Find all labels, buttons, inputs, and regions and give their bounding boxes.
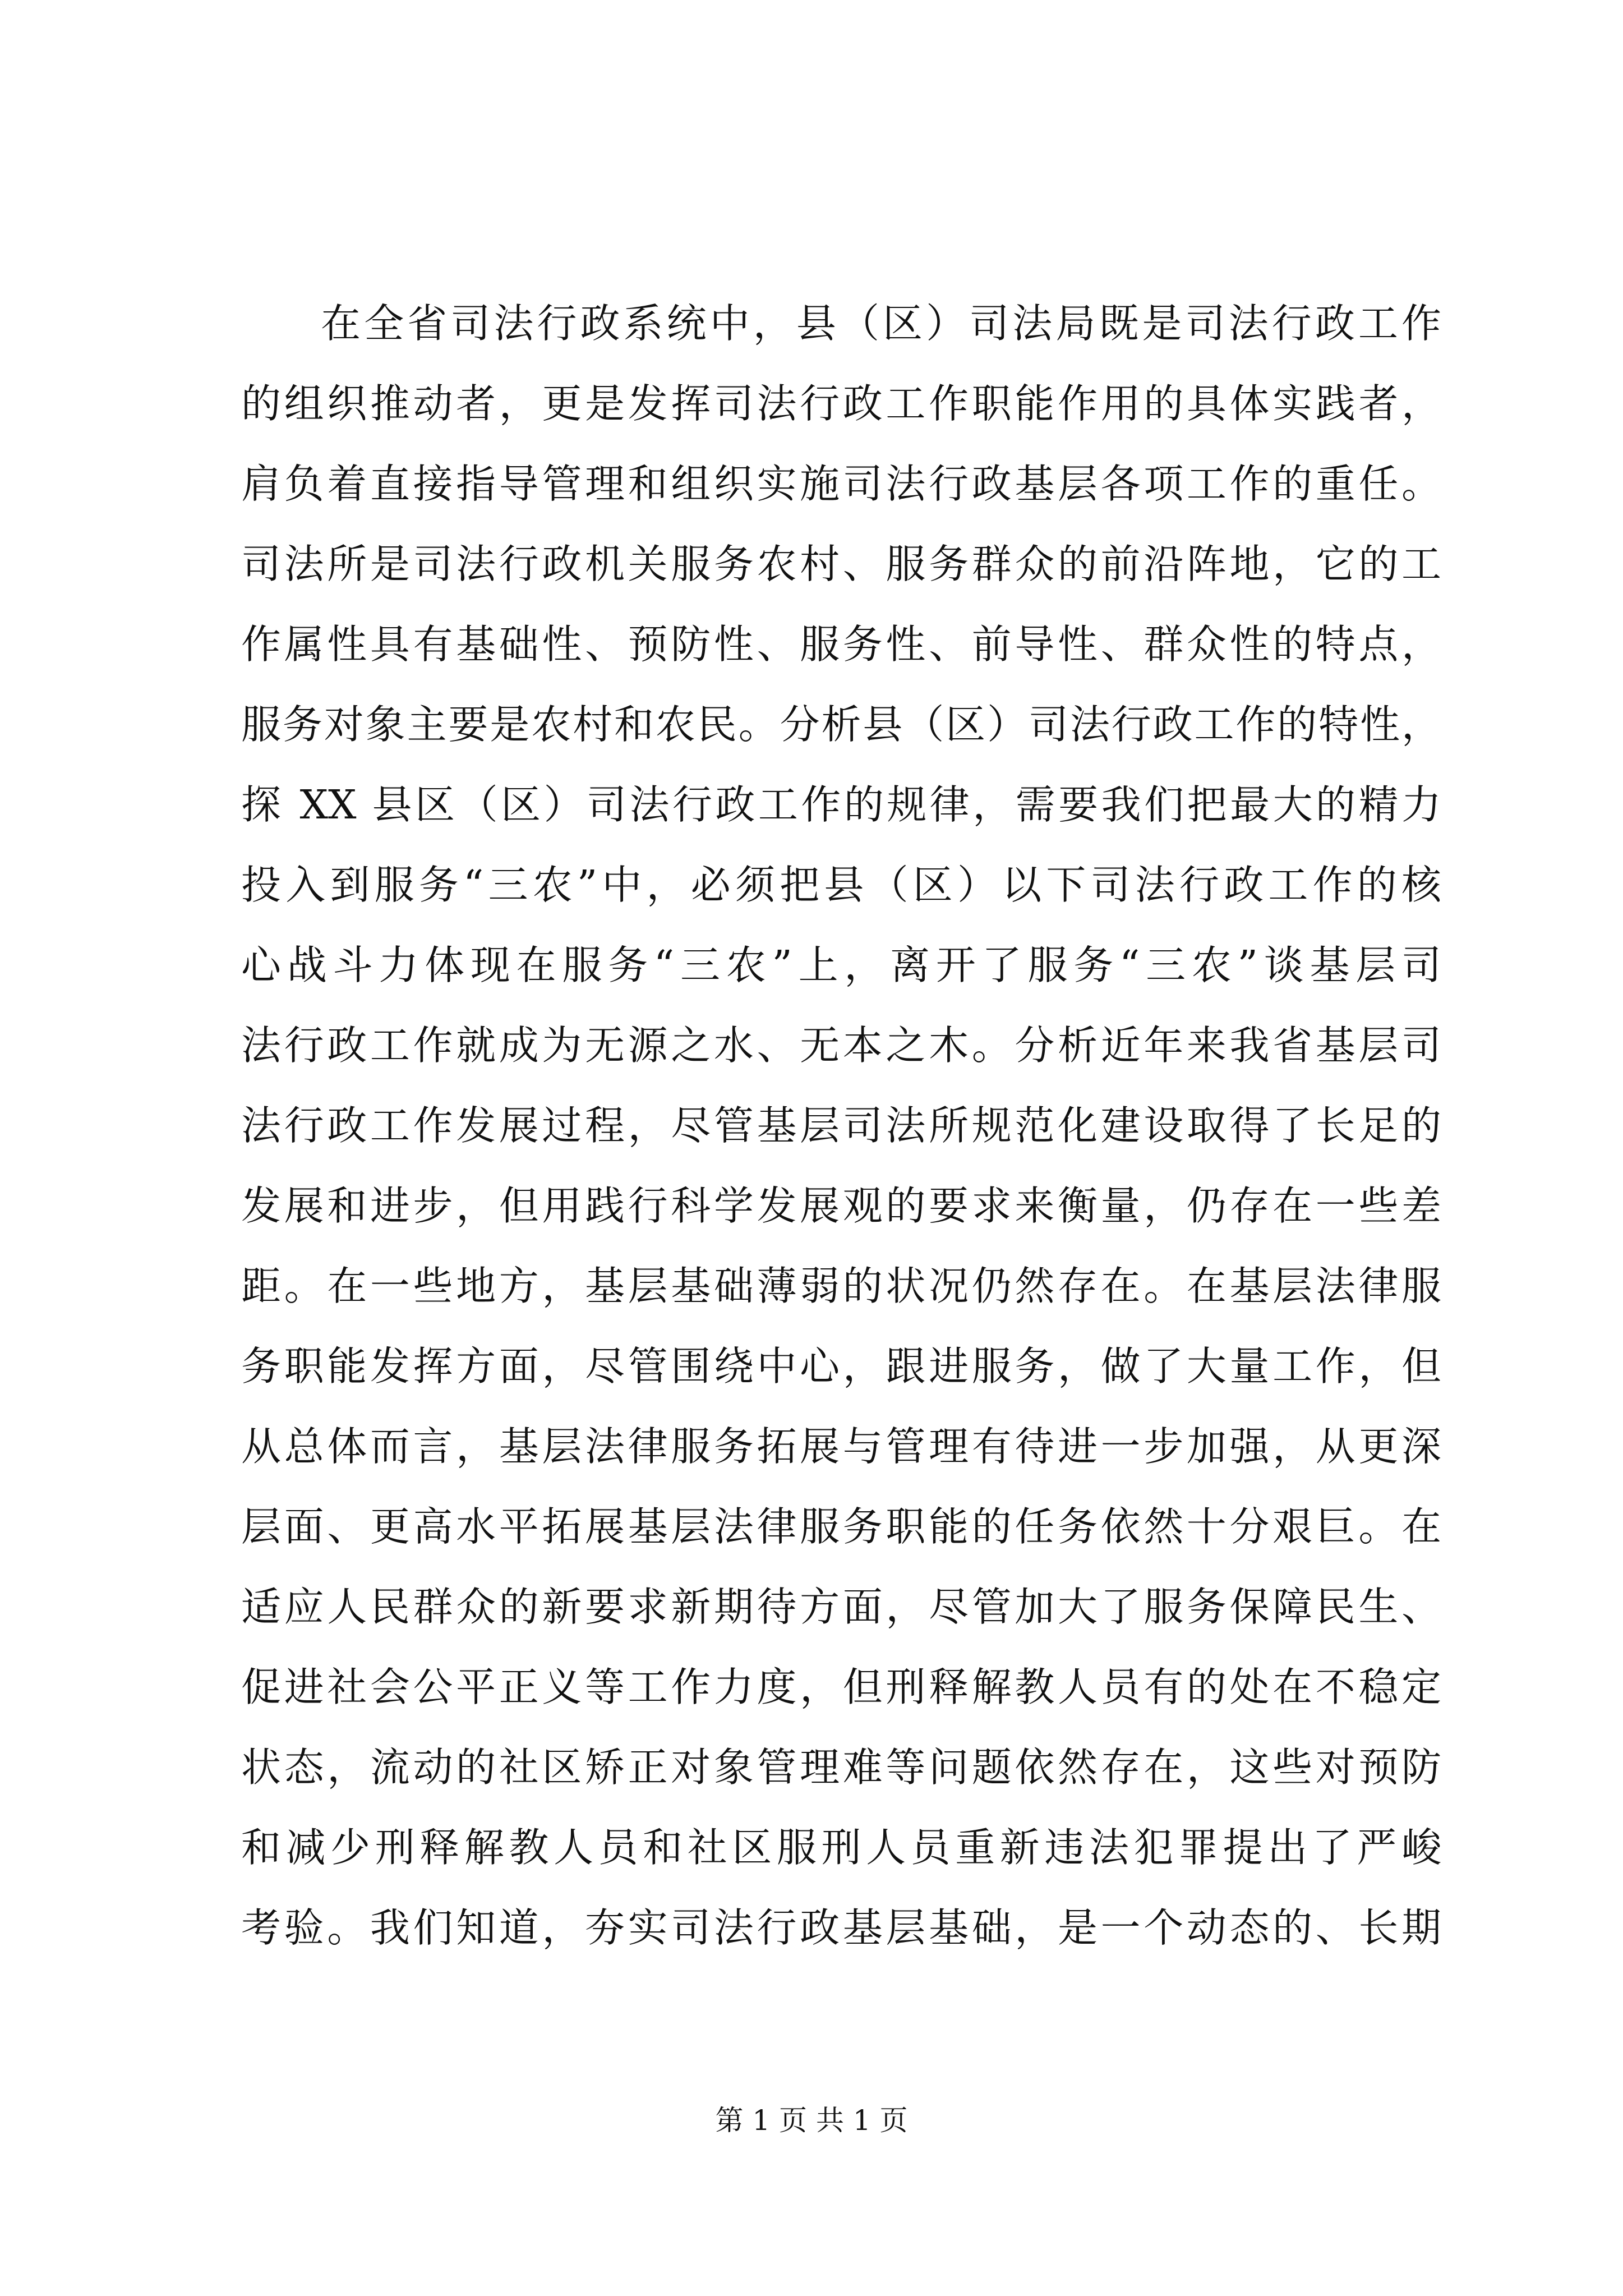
text-line-15: 从总体而言，基层法律服务拓展与管理有待进一步加强，从更深: [241, 1423, 1441, 1470]
text-line-21: 考验。我们知道，夯实司法行政基层基础，是一个动态的、长期: [241, 1904, 1441, 1951]
text-line-9: 心战斗力体现在服务“三农”上，离开了服务“三农”谈基层司: [241, 942, 1441, 988]
text-line-11: 法行政工作发展过程，尽管基层司法所规范化建设取得了长足的: [241, 1102, 1441, 1149]
text-line-13: 距。在一些地方，基层基础薄弱的状况仍然存在。在基层法律服: [241, 1263, 1441, 1309]
text-line-4: 司法所是司法行政机关服务农村、服务群众的前沿阵地，它的工: [241, 541, 1441, 587]
text-line-10: 法行政工作就成为无源之水、无本之木。分析近年来我省基层司: [241, 1022, 1441, 1069]
text-line-6: 服务对象主要是农村和农民。分析县（区）司法行政工作的特性，: [241, 701, 1441, 748]
text-line-14: 务职能发挥方面，尽管围绕中心，跟进服务，做了大量工作，但: [241, 1343, 1441, 1389]
text-line-20: 和减少刑释解教人员和社区服刑人员重新违法犯罪提出了严峻: [241, 1824, 1441, 1871]
text-line-2: 的组织推动者，更是发挥司法行政工作职能作用的具体实践者，: [241, 380, 1441, 427]
text-line-16: 层面、更高水平拓展基层法律服务职能的任务依然十分艰巨。在: [241, 1503, 1441, 1550]
page-number-footer: 第 1 页 共 1 页: [715, 2104, 908, 2137]
text-line-12: 发展和进步，但用践行科学发展观的要求来衡量，仍存在一些差: [241, 1182, 1441, 1229]
text-line-8: 投入到服务“三农”中，必须把县（区）以下司法行政工作的核: [241, 862, 1441, 908]
text-line-5: 作属性具有基础性、预防性、服务性、前导性、群众性的特点，: [241, 621, 1441, 668]
text-line-7: 探 XX 县区（区）司法行政工作的规律，需要我们把最大的精力: [241, 781, 1441, 828]
text-line-1: 在全省司法行政系统中，县（区）司法局既是司法行政工作: [321, 300, 1441, 347]
text-line-19: 状态，流动的社区矫正对象管理难等问题依然存在，这些对预防: [241, 1744, 1441, 1791]
text-line-18: 促进社会公平正义等工作力度，但刑释解教人员有的处在不稳定: [241, 1664, 1441, 1710]
text-line-3: 肩负着直接指导管理和组织实施司法行政基层各项工作的重任。: [241, 461, 1441, 507]
body-paragraph: [241, 283, 1441, 1968]
text-line-17: 适应人民群众的新要求新期待方面，尽管加大了服务保障民生、: [241, 1584, 1441, 1630]
